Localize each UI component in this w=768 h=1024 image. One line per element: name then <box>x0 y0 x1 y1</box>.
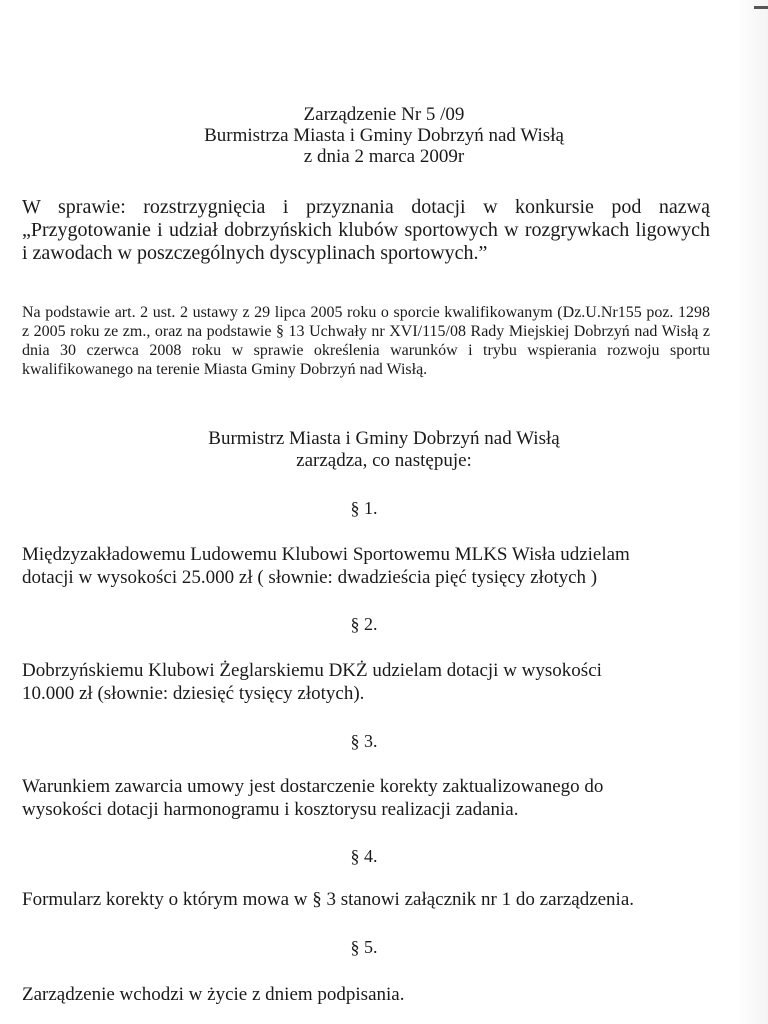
paragraph-4-mark: § 4. <box>350 846 378 866</box>
paragraph-2-line: Dobrzyńskiemu Klubowi Żeglarskiemu DKŻ udzielam dotacji w wysokości <box>22 660 602 681</box>
paragraph-3-mark: § 3. <box>350 731 378 751</box>
paragraph-3-line: Warunkiem zawarcia umowy jest dostarczenie korekty zaktualizowanego do <box>22 776 604 797</box>
document-title: Zarządzenie Nr 5 /09 <box>303 104 465 125</box>
paragraph-5-mark: § 5. <box>350 937 378 957</box>
paragraph-4-text <box>22 888 712 911</box>
issuer-block <box>0 428 768 472</box>
issuer-decision: zarządza, co następuje: <box>296 450 472 471</box>
scan-mark <box>754 6 768 9</box>
paragraph-2-mark: § 2. <box>350 614 378 634</box>
paragraph-4-line: Formularz korekty o którym mowa w § 3 stanowi załącznik nr 1 do zarządzenia. <box>22 889 635 910</box>
paragraph-1-line: Międzyzakładowemu Ludowemu Klubowi Sportowemu MLKS Wisła udzielam <box>22 544 630 565</box>
paragraph-1-text <box>22 543 712 589</box>
paragraph-1-line: dotacji w wysokości 25.000 zł ( słownie: dwadzieścia pięć tysięcy złotych ) <box>22 567 598 588</box>
paragraph-2-text <box>22 659 712 705</box>
paragraph-3-text <box>22 775 712 821</box>
paragraph-5-line: Zarządzenie wchodzi w życie z dniem podpisania. <box>22 984 405 1005</box>
document-heading <box>0 104 768 167</box>
document-authority: Burmistrza Miasta i Gminy Dobrzyń nad Wisłą <box>204 125 564 146</box>
legal-basis-text: Na podstawie art. 2 ust. 2 ustawy z 29 lipca 2005 roku o sporcie kwalifikowanym (Dz.U.Nr155 poz. 1298 z 2005 roku ze zm., oraz na podstawie § 13 Uchwały nr XVI/115/08 Rady Miejskiej Dobrzyń nad Wisłą z dnia 30 czerwca 2008 roku w sprawie określenia warunków i trybu wspierania rozwoju sportu kwalifikowanego na terenie Miasta Gminy Dobrzyń nad Wisłą. <box>22 304 710 378</box>
paragraph-3-line: wysokości dotacji harmonogramu i kosztorysu realizacji zadania. <box>22 799 519 820</box>
paragraph-1-mark: § 1. <box>350 498 378 518</box>
subject-text: W sprawie: rozstrzygnięcia i przyznania dotacji w konkursie pod nazwą „Przygotowanie i udział dobrzyńskich klubów sportowych w rozgrywkach ligowych i zawodach w poszczególnych dyscyplinach sportowych.” <box>22 196 710 264</box>
paragraph-5-text <box>22 983 712 1006</box>
issuer-name: Burmistrz Miasta i Gminy Dobrzyń nad Wisłą <box>208 428 560 449</box>
paragraph-2-line: 10.000 zł (słownie: dziesięć tysięcy złotych). <box>22 683 365 704</box>
document-date: z dnia 2 marca 2009r <box>303 146 465 167</box>
